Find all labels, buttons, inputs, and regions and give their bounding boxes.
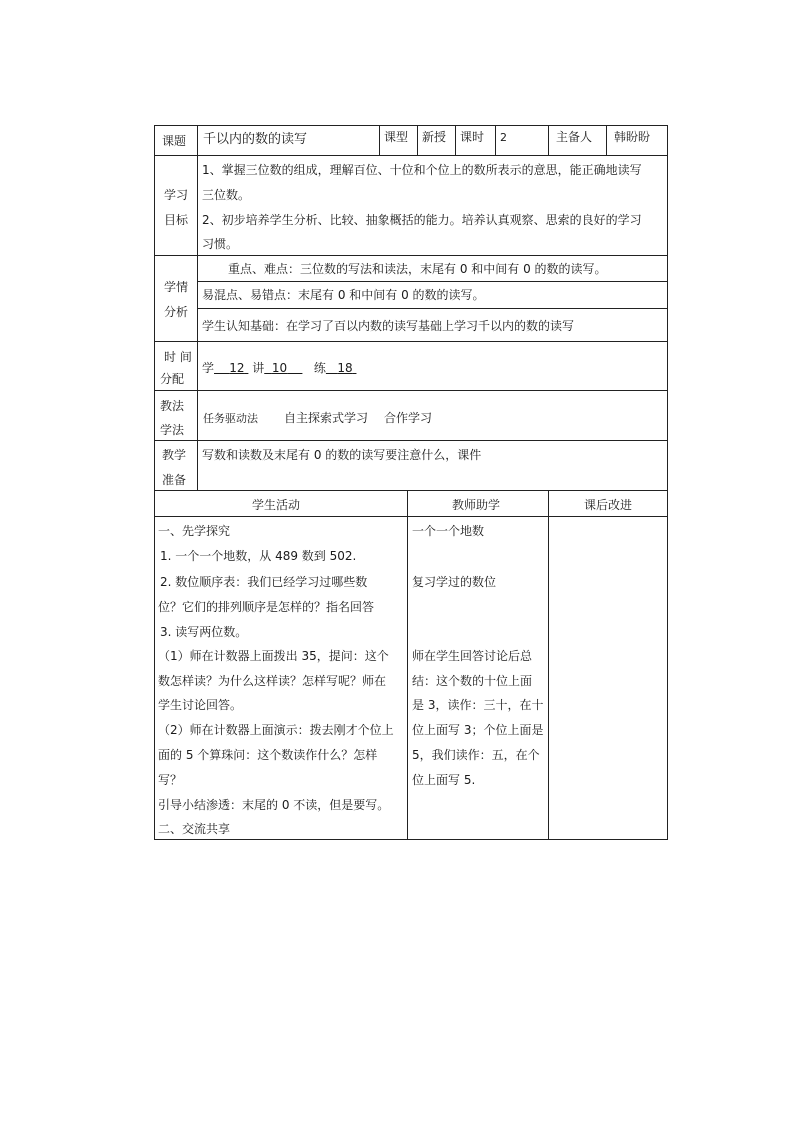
- table-border-right: [667, 125, 668, 839]
- ke-xing-value: 新授: [422, 130, 447, 144]
- goals-line-4: 习惯。: [202, 237, 239, 251]
- table-border-left: [154, 125, 155, 839]
- row-line-prep: [154, 490, 668, 491]
- student-line-1: 一、先学探究: [158, 524, 231, 538]
- row-line-header: [154, 155, 668, 156]
- row-line-method: [154, 440, 668, 441]
- analysis-easy-mistakes: 易混点、易错点：末尾有 0 和中间有 0 的数的读写。: [202, 288, 485, 302]
- time-jiang-label: 讲: [252, 361, 265, 375]
- col-header-teacher: 教师助学: [452, 498, 501, 512]
- header-divider-3: [455, 125, 456, 155]
- student-line-12: 引导小结渗透：末尾的 0 不读，但是要写。: [158, 798, 390, 812]
- row-line-col-header: [154, 516, 668, 517]
- teacher-note-5: 是 3，读作：三十，在十: [412, 698, 544, 712]
- ke-shi-label: 课时: [460, 130, 485, 144]
- student-line-6: （1）师在计数器上面拨出 35，提问：这个: [158, 649, 389, 663]
- col-header-after: 课后改进: [584, 498, 633, 512]
- row-line-top: [154, 125, 668, 126]
- student-line-2: 1. 一个一个地数，从 489 数到 502.: [160, 549, 357, 563]
- time-lian-label: 练: [313, 361, 326, 375]
- row-line-analysis: [154, 341, 668, 342]
- student-line-11: 写？: [158, 773, 183, 787]
- method-item-3: 合作学习: [384, 411, 433, 425]
- teacher-note-4: 结：这个数的十位上面: [412, 674, 533, 688]
- teacher-note-2: 复习学过的数位: [412, 575, 497, 589]
- student-line-4: 位？它们的排列顺序是怎样的？指名回答: [158, 600, 375, 614]
- method-label-2: 学法: [160, 423, 185, 437]
- student-line-10: 面的 5 个算珠问：这个数读作什么？怎样: [158, 748, 378, 762]
- goals-line-3: 2、初步培养学生分析、比较、抽象概括的能力。培养认真观察、思索的良好的学习: [202, 213, 642, 227]
- time-label-2: 分配: [160, 372, 185, 386]
- time-xue-label: 学: [202, 361, 215, 375]
- teacher-note-8: 位上面写 5.: [412, 773, 476, 787]
- header-divider-6: [606, 125, 607, 155]
- ke-ti-value: 千以内的数的读写: [203, 132, 308, 147]
- activity-divider-2: [548, 490, 549, 839]
- student-line-9: （2）师在计数器上面演示：拨去刚才个位上: [158, 723, 394, 737]
- header-divider-5: [548, 125, 549, 155]
- teacher-note-7: 5，我们读作：五，在个: [412, 748, 540, 762]
- teacher-note-1: 一个一个地数: [412, 524, 485, 538]
- student-line-8: 学生讨论回答。: [158, 698, 243, 712]
- time-xue-value: 12: [229, 361, 245, 375]
- teacher-note-3: 师在学生回答讨论后总: [412, 649, 533, 663]
- header-divider-1: [379, 125, 380, 155]
- goals-line-2: 三位数。: [202, 188, 251, 202]
- activity-divider-1: [407, 490, 408, 839]
- method-item-1: 任务驱动法: [203, 412, 258, 425]
- ke-ti-label: 课题: [162, 134, 187, 148]
- student-line-7: 数怎样读？为什么这样读？怎样写呢？师在: [158, 674, 387, 688]
- prep-label-1: 教学: [162, 448, 187, 462]
- row-line-keypoints: [197, 281, 668, 282]
- goals-label-2: 目标: [164, 213, 189, 227]
- label-column-divider: [197, 125, 198, 490]
- time-row: [202, 360, 356, 376]
- row-line-mistakes: [197, 308, 668, 309]
- ke-xing-label: 课型: [384, 130, 409, 144]
- header-divider-4: [495, 125, 496, 155]
- method-label-1: 教法: [160, 399, 185, 413]
- analysis-label-2: 分析: [164, 305, 189, 319]
- method-item-2: 自主探索式学习: [284, 411, 369, 425]
- student-line-13: 二、交流共享: [158, 822, 231, 836]
- prep-label-2: 准备: [162, 473, 187, 487]
- ke-shi-value: 2: [500, 131, 507, 144]
- prep-value: 写数和读数及末尾有 0 的数的读写要注意什么，课件: [202, 448, 482, 462]
- student-line-3: 2. 数位顺序表：我们已经学习过哪些数: [160, 575, 368, 589]
- zhu-bei-value: 韩盼盼: [614, 130, 651, 144]
- row-line-goals: [154, 255, 668, 256]
- row-line-bottom: [154, 839, 668, 840]
- analysis-key-points: 重点、难点：三位数的写法和读法，末尾有 0 和中间有 0 的数的读写。: [228, 262, 607, 276]
- time-lian-value: 18: [337, 361, 353, 375]
- row-line-time: [154, 390, 668, 391]
- zhu-bei-label: 主备人: [556, 130, 593, 144]
- col-header-student: 学生活动: [252, 498, 301, 512]
- student-line-5: 3. 读写两位数。: [160, 625, 248, 639]
- analysis-foundation: 学生认知基础：在学习了百以内数的读写基础上学习千以内的数的读写: [202, 319, 575, 333]
- teacher-note-6: 位上面写 3；个位上面是: [412, 723, 544, 737]
- goals-label-1: 学习: [164, 188, 189, 202]
- time-label-1: 时 间: [164, 350, 192, 364]
- time-jiang-value: 10: [271, 361, 288, 375]
- goals-line-1: 1、掌握三位数的组成，理解百位、十位和个位上的数所表示的意思，能正确地读写: [202, 163, 642, 177]
- analysis-label-1: 学情: [164, 280, 189, 294]
- header-divider-2: [417, 125, 418, 155]
